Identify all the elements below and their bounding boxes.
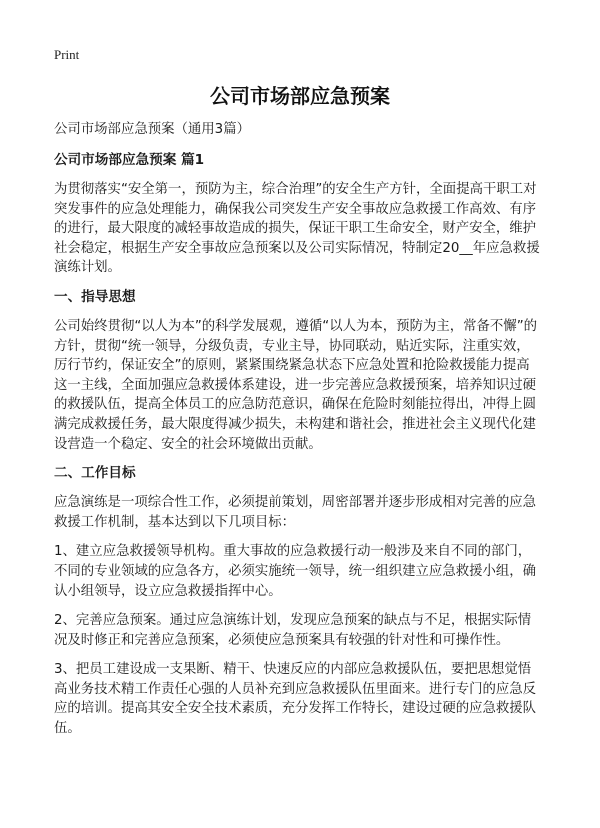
document-subtitle: 公司市场部应急预案（通用3篇） <box>54 122 250 137</box>
work-goals-paragraph <box>54 493 574 532</box>
section-title: 公司市场部应急预案 篇1 <box>54 152 205 168</box>
heading-work-goals: 二、工作目标 <box>54 465 136 482</box>
text-line: 满完成救援任务，最大限度得减少损失，未构建和谐社会，推进社会主义现代化建 <box>54 416 537 432</box>
document-body <box>54 120 574 749</box>
text-line: 演练计划。 <box>54 260 121 276</box>
document-title: 公司市场部应急预案 <box>210 84 390 108</box>
print-link[interactable]: Print <box>54 47 80 62</box>
text-line: 方针，贯彻“统一领导，分级负责，专业主导，协同联动，贴近实际，注重实效， <box>54 338 530 354</box>
goal-item-2 <box>54 611 574 650</box>
text-line: 的进行，最大限度的减轻事故造成的损失，保证干职工生命安全，财产安全，维护 <box>54 221 537 237</box>
intro-paragraph <box>54 180 574 278</box>
text-line: 不同的专业领域的应急各方，必须实施统一领导，统一组织建立应急救援小组，确 <box>54 563 537 579</box>
text-line: 应急演练是一项综合性工作，必须提前策划，周密部署并逐步形成相对完善的应急 <box>54 495 537 511</box>
guiding-ideology-paragraph <box>54 317 574 454</box>
goal-item-3 <box>54 660 574 738</box>
text-line: 3、把员工建设成一支果断、精干、快速反应的内部应急救援队伍，要把思想觉悟 <box>54 662 532 678</box>
text-line: 况及时修正和完善应急预案，必须使应急预案具有较强的针对性和可操作性。 <box>54 632 510 648</box>
text-line: 1、建立应急救援领导机构。重大事故的应急救援行动一般涉及来自不同的部门， <box>54 544 532 560</box>
text-line: 厉行节约，保证安全”的原则，紧紧围绕紧急状态下应急处置和抢险救援能力提高 <box>54 358 530 374</box>
text-line: 设营造一个稳定、安全的社会环境做出贡献。 <box>54 436 322 452</box>
text-line: 认小组领导，设立应急救援指挥中心。 <box>54 583 282 599</box>
text-line: 这一主线，全面加强应急救援体系建设，进一步完善应急救援预案，培养知识过硬 <box>54 377 537 393</box>
text-line: 救援工作机制，基本达到以下几项目标： <box>54 514 296 530</box>
text-line: 突发事件的应急处理能力，确保我公司突发生产安全事故应急救援工作高效、有序 <box>54 201 537 217</box>
text-line: 高业务技术精工作责任心强的人员补充到应急救援队伍里面来。进行专门的应急反 <box>54 681 537 697</box>
text-line: 公司始终贯彻“以人为本”的科学发展观，遵循“以人为本，预防为主，常备不懈”的 <box>54 318 538 334</box>
text-line: 为贯彻落实“安全第一，预防为主，综合治理”的安全生产方针，全面提高干职工对 <box>54 182 537 197</box>
text-line: 伍。 <box>54 721 81 737</box>
text-line: 社会稳定，根据生产安全事故应急预案以及公司实际情况，特制定20__年应急救援 <box>54 240 540 256</box>
goal-item-1 <box>54 542 574 601</box>
heading-guiding-ideology: 一、指导思想 <box>54 288 136 305</box>
text-line: 应的培训。提高其安全安全技术素质，充分发挥工作特长，建设过硬的应急救援队 <box>54 701 537 717</box>
text-line: 2、完善应急预案。通过应急演练计划，发现应急预案的缺点与不足，根据实际情 <box>54 613 532 629</box>
text-line: 的救援队伍，提高全体员工的应急防范意识，确保在危险时刻能拉得出，冲得上圆 <box>54 397 537 413</box>
